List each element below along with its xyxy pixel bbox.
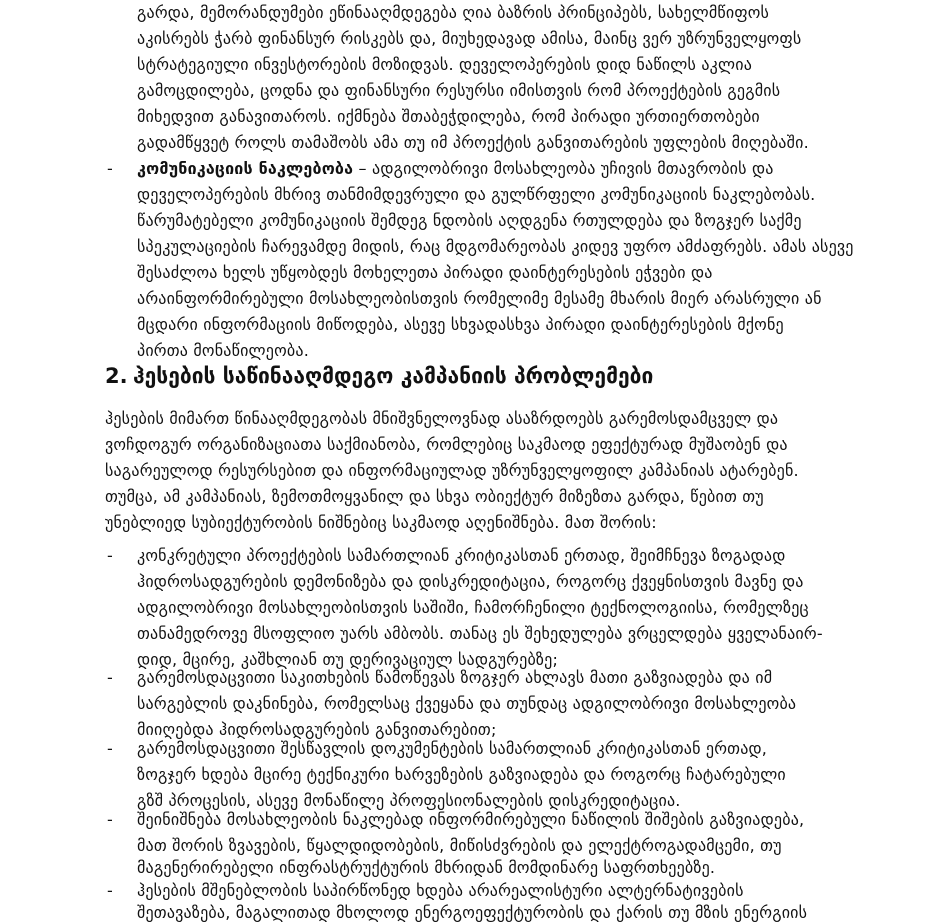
paragraph-line: გზშ პროცესის, ასევე მონაწილე პროფესიონალების დისკრედიტაცია. — [137, 791, 681, 810]
bullet-dash: - — [107, 739, 113, 758]
section-heading — [105, 362, 653, 390]
paragraph-line: მიხედვით განავითაროს. იქმნება შთაბეჭდილება, რომ პირადი ურთიერთობები — [137, 107, 760, 126]
bullet-term: კომუნიკაციის ნაკლებობა — [137, 159, 354, 178]
paragraph-line: შეთავაზება, მაგალითად მხოლოდ ენერგოეფექტურობის და ქარის თუ მზის ენერგიის — [137, 903, 808, 922]
paragraph-line: დეველოპერების მხრივ თანმიმდევრული და გულწრფელი კომუნიკაციის ნაკლებობას. — [137, 185, 816, 204]
paragraph-line: გამოცდილება, ცოდნა და ფინანსური რესურსი იმისთვის რომ პროექტების გეგმის — [137, 81, 781, 100]
paragraph-line: მაგენერირებელი ინფრასტრუქტურის მხრიდან მომდინარე საფრთხეებზე. — [137, 858, 716, 877]
paragraph-line: გადამწყვეტ როლს თამაშობს ამა თუ იმ პროექტის განვითარების უფლების მიღებაში. — [137, 133, 809, 152]
paragraph-line: თანამედროვე მსოფლიო უარს ამბობს. თანაც ეს შეხედულება ვრცელდება ყველანაირ- — [137, 624, 823, 643]
paragraph-line: ადგილობრივი მოსახლეობისთვის საშიში, ჩამორჩენილი ტექნოლოგიისა, რომელზეც — [137, 598, 809, 617]
paragraph-line: დიდ, მცირე, კაშხლიან თუ დერივაციულ სადგურებზე; — [137, 650, 559, 669]
paragraph-line: ჰესების მიმართ წინააღმდეგობას მნიშვნელოვნად ასაზრდოებს გარემოსდამცველ და — [105, 409, 779, 428]
paragraph-line: სპეკულაციების ჩარევამდე მიდის, რაც მდგომარეობას კიდევ უფრო ამძაფრებს. ამას ასევე — [137, 237, 854, 256]
paragraph-line: შესაძლოა ხელს უწყობდეს მოხელეთა პირადი დაინტერესების ეჭვები და — [137, 263, 713, 282]
section-number: 2. — [105, 364, 128, 388]
bullet-dash: - — [107, 810, 113, 829]
bullet-first-line — [137, 158, 774, 182]
paragraph-line: კონკრეტული პროექტების სამართლიან კრიტიკასთან ერთად, შეიმჩნევა ზოგადად — [137, 546, 786, 565]
paragraph-line: შეინიშნება მოსახლეობის ნაკლებად ინფორმირებული ნაწილის შიშების გაზვიადება, — [137, 810, 805, 829]
paragraph-line: არაინფორმირებული მოსახლეობისთვის რომელიმე მესამე მხარის მიერ არასრული ან — [137, 289, 822, 308]
bullet-dash: - — [107, 881, 113, 900]
paragraph-line: ჰიდროსადგურების დემონიზება და დისკრედიტაცია, როგორც ქვეყნისთვის მავნე და — [137, 572, 804, 591]
paragraph-line: გარემოსდაცვითი საკითხების წამოწევას ზოგჯერ ახლავს მათი გაზვიადება და იმ — [137, 668, 773, 687]
paragraph-line: გარდა, მემორანდუმები ეწინააღმდეგება ღია ბაზრის პრინციპებს, სახელმწიფოს — [137, 3, 770, 22]
bullet-dash: - — [107, 159, 113, 178]
section-title: ჰესების საწინააღმდეგო კამპანიის პრობლემები — [133, 364, 654, 388]
paragraph-line: სტრატეგიული ინვესტორების მოზიდვას. დეველოპერების დიდ ნაწილს აკლია — [137, 55, 753, 74]
bullet-dash: - — [107, 668, 113, 687]
paragraph-line: უნებლიედ სუბიექტურობის ნიშნებიც საკმაოდ აღენიშნება. მათ შორის: — [105, 513, 657, 532]
paragraph-line: მათ შორის ზვავების, წყალდიდობების, მიწისძვრების და ელექტროგადამცემი, თუ — [137, 836, 782, 855]
paragraph-line: პირთა მონაწილეობა. — [137, 341, 309, 360]
paragraph-line: მცდარი ინფორმაციის მიწოდება, ასევე სხვადასხვა პირადი დაინტერესების მქონე — [137, 315, 784, 334]
paragraph-line: მიიღებდა ჰიდროსადგურების განვითარებით; — [137, 720, 497, 739]
paragraph-line: წარუმატებელი კომუნიკაციის შემდეგ ნდობის აღდგენა რთულდება და ზოგჯერ საქმე — [137, 211, 802, 230]
paragraph-line: გარემოსდაცვითი შესწავლის დოკუმენტების სამართლიან კრიტიკასთან ერთად, — [137, 739, 768, 758]
bullet-dash: - — [107, 546, 113, 565]
paragraph-line: ვოჩდოგურ ორგანიზაციათა საქმიანობა, რომლებიც საკმაოდ ეფექტურად მუშაობენ და — [105, 435, 788, 454]
paragraph-line: ზოგჯერ ხდება მცირე ტექნიკური ხარვეზების გაზვიადება და როგორც ჩატარებული — [137, 765, 786, 784]
paragraph-line: თუმცა, ამ კამპანიას, ზემოთმოყვანილ და სხვა ობიექტურ მიზეზთა გარდა, წებით თუ — [105, 487, 764, 506]
paragraph-line: სარგებლის დაკნინება, რომელსაც ქვეყანა და თუნდაც ადგილობრივი მოსახლეობა — [137, 694, 797, 713]
paragraph-line: ჰესების მშენებლობის საპირწონედ ხდება არარეალისტური ალტერნატივების — [137, 881, 744, 900]
paragraph-line: აკისრებს ჭარბ ფინანსურ რისკებს და, მიუხედავად ამისა, მაინც ვერ უზრუნველყოფს — [137, 29, 802, 48]
bullet-first-line-rest: – ადგილობრივი მოსახლეობა უჩივის მთავრობის და — [353, 159, 774, 178]
paragraph-line: საგარეულოდ რესურსებით და ინფორმაციულად უზრუნველყოფილ კამპანიას ატარებენ. — [105, 461, 799, 480]
